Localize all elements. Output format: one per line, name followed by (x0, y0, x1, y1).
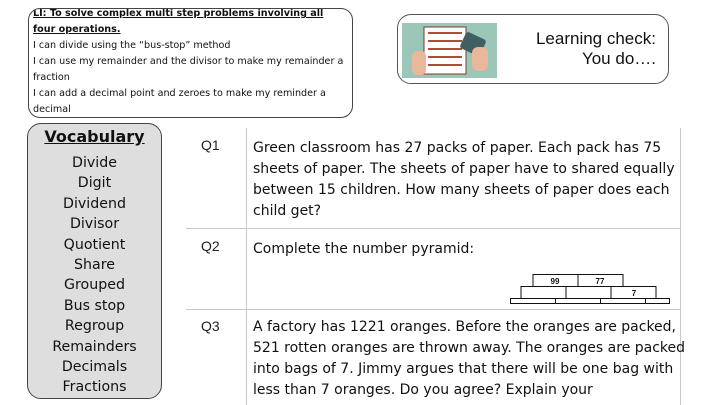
vocabulary-word: Share (74, 257, 115, 274)
pyramid-cell-middle-2[interactable] (566, 287, 611, 299)
question-text-3: A factory has 1221 oranges. Before the oranges are packed, 521 rotten oranges are thrown away. The oranges are packed into bags of 7. Jimmy argues that there will be one bag with less than 7 oranges. Do you agree? Explain your (253, 319, 686, 398)
vocabulary-word: Decimals (61, 359, 128, 376)
question-text-2: Complete the number pyramid: (253, 241, 475, 257)
vocabulary-word: Remainders (52, 338, 137, 355)
learning-intention-title: LI: To solve complex multi step problems involving all four operations. (33, 8, 324, 35)
question-number-3: Q3 (201, 318, 220, 334)
table-divider-row-1 (186, 228, 681, 229)
pyramid-cell-bottom-4[interactable] (646, 299, 670, 304)
vocabulary-word: Divide (72, 155, 117, 171)
question-text-1: Green classroom has 27 packs of paper. Each pack has 75 sheets of paper. The sheets of paper have to shared equally between 15 children. How many sheets of paper does each child get? (253, 140, 675, 219)
learning-intentions-box (28, 8, 353, 118)
pyramid-cell-bottom-2[interactable] (556, 299, 601, 304)
pyramid-value-top-right: 77 (595, 277, 605, 286)
vocabulary-title: Vocabulary (44, 127, 145, 146)
question-number-1: Q1 (201, 137, 220, 153)
pyramid-cell-bottom-3[interactable] (601, 299, 646, 304)
pyramid-value-top-left: 99 (550, 277, 560, 286)
vocabulary-word: Bus stop (63, 297, 126, 314)
pyramid-top-row (533, 275, 623, 287)
learning-check-title (536, 29, 656, 69)
success-criteria-1: I can divide using the “bus-stop” method (33, 40, 231, 51)
pyramid-cell-bottom-1[interactable] (511, 299, 556, 304)
number-pyramid (510, 272, 670, 304)
vocabulary-word: Quotient (63, 236, 126, 253)
vocabulary-word: Digit (77, 175, 112, 192)
vocabulary-word: Dividend (63, 195, 126, 212)
hands-calculator-image (402, 23, 497, 78)
question-number-2: Q2 (201, 238, 220, 254)
table-divider-row-2 (186, 309, 681, 310)
pyramid-cell-middle-1[interactable] (521, 287, 566, 299)
success-criteria-2: I can use my remainder and the divisor to make my remainder a fraction (33, 56, 344, 83)
learning-check-line-2: You do…. (581, 49, 656, 68)
vocabulary-box (27, 123, 162, 399)
vocabulary-word: Fractions (62, 379, 127, 396)
vocabulary-word: Divisor (69, 216, 120, 233)
learning-check-header (397, 14, 669, 84)
success-criteria-3: I can add a decimal point and zeroes to make my reminder a decimal (33, 88, 326, 115)
vocabulary-word: Grouped (64, 277, 125, 294)
learning-check-line-1: Learning check: (535, 29, 656, 48)
vocabulary-list (28, 153, 161, 398)
pyramid-bottom-row (511, 299, 670, 304)
vocabulary-word: Regroup (64, 318, 125, 335)
table-divider-vertical (246, 128, 247, 405)
pyramid-value-bottom-right: 7 (631, 289, 637, 298)
